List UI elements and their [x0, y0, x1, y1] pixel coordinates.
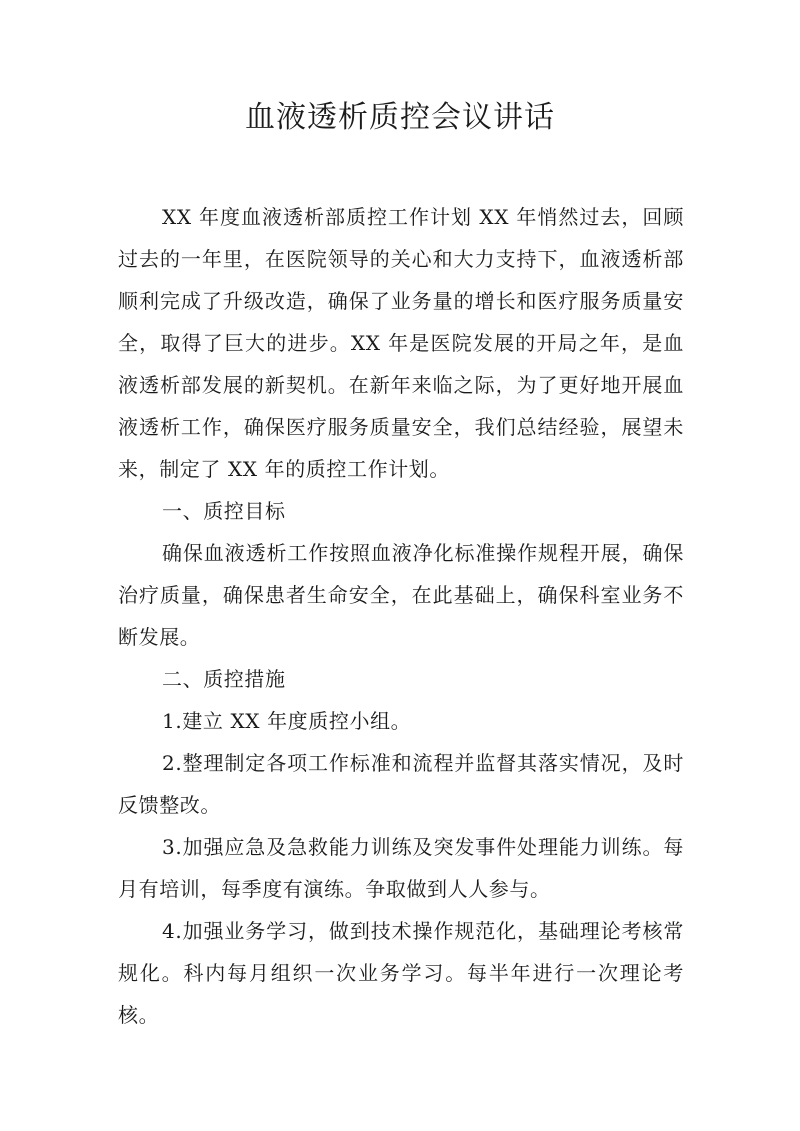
section-heading-measures: 二、质控措施 — [162, 667, 286, 691]
section-heading-goals: 一、质控目标 — [162, 499, 286, 523]
measure-item-3: 3.加强应急及急救能力训练及突发事件处理能力训练。每月有培训，每季度有演练。争取做到人人参与。 — [118, 835, 684, 901]
measure-item-2: 2.整理制定各项工作标准和流程并监督其落实情况，及时反馈整改。 — [118, 751, 684, 817]
measure-item-1: 1.建立 XX 年度质控小组。 — [162, 709, 412, 733]
document-title: 血液透析质控会议讲话 — [245, 100, 555, 135]
goals-paragraph: 确保血液透析工作按照血液净化标准操作规程开展，确保治疗质量，确保患者生命安全，在此基础上，确保科室业务不断发展。 — [118, 541, 684, 649]
document-body — [118, 196, 684, 1036]
intro-paragraph: XX 年度血液透析部质控工作计划 XX 年悄然过去，回顾过去的一年里，在医院领导的关心和大力支持下，血液透析部顺利完成了升级改造，确保了业务量的增长和医疗服务质量安全，取得了巨大的进步。XX 年是医院发展的开局之年，是血液透析部发展的新契机。在新年来临之际，为了更好地开展血液透析工作，确保医疗服务质量安全，我们总结经验，展望未来，制定了 XX 年的质控工作计划。 — [118, 205, 684, 481]
measure-item-4: 4.加强业务学习，做到技术操作规范化，基础理论考核常规化。科内每月组织一次业务学习。每半年进行一次理论考核。 — [118, 919, 684, 1027]
